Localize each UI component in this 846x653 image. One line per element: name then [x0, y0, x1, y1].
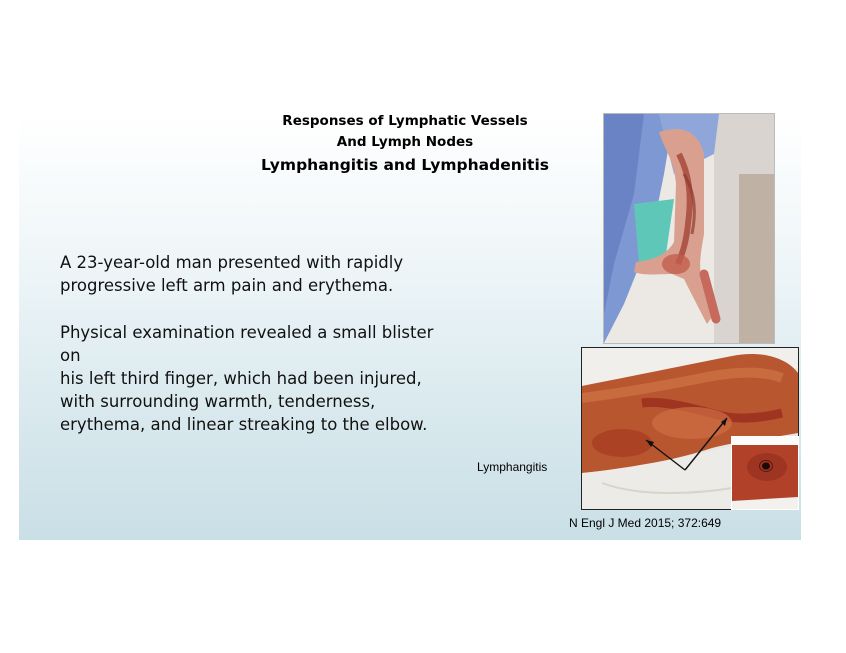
text-line: progressive left arm pain and erythema.: [60, 276, 394, 295]
text-line: Physical examination revealed a small blister on: [60, 323, 434, 365]
text-line: erythema, and linear streaking to the elbow.: [60, 415, 428, 434]
citation: N Engl J Med 2015; 372:649: [569, 516, 722, 530]
slide-title-line-2: And Lymph Nodes: [336, 134, 474, 150]
blister-inset-photo: [731, 436, 799, 510]
forearm-photo: [603, 113, 775, 344]
text-line: with surrounding warmth, tenderness,: [60, 392, 376, 411]
slide-title-line-1: Responses of Lymphatic Vessels: [282, 113, 528, 129]
case-presentation-paragraph: [60, 251, 455, 297]
slide-title-main: Lymphangitis and Lymphadenitis: [260, 156, 549, 174]
lymphangitis-label: Lymphangitis: [477, 460, 548, 474]
blister-illustration: [732, 437, 798, 509]
text-line: A 23-year-old man presented with rapidly: [60, 253, 404, 272]
physical-exam-paragraph: [60, 321, 455, 436]
text-line: his left third finger, which had been injured,: [60, 369, 422, 388]
forearm-illustration: [604, 114, 774, 343]
